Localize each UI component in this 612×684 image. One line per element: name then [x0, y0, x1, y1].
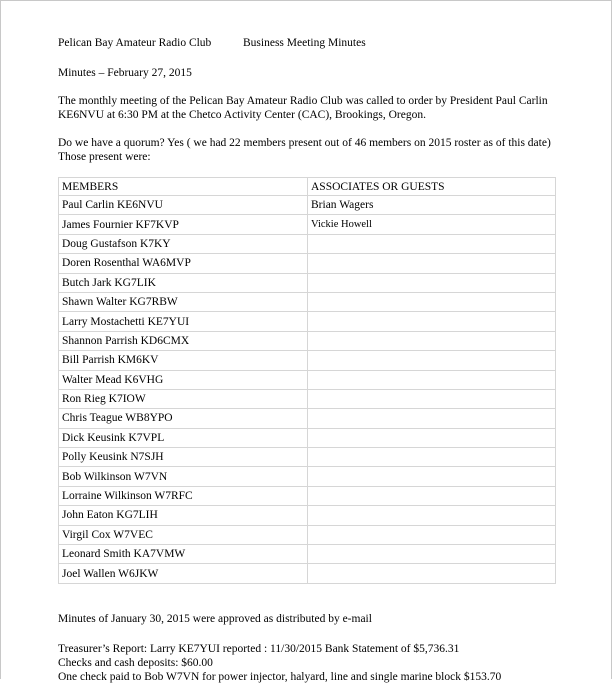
club-name: Pelican Bay Amateur Radio Club [58, 37, 212, 49]
guest-cell-empty [308, 467, 556, 486]
table-row [59, 389, 556, 408]
table-row [59, 215, 556, 234]
member-cell: James Fournier KF7KVP [59, 215, 308, 234]
intro-paragraph: The monthly meeting of the Pelican Bay Amateur Radio Club was called to order by President Paul Carlin KE6NVU at 6:30 PM at the Chetco Activity Center (CAC), Brookings, Oregon. [58, 95, 548, 121]
member-cell: Bill Parrish KM6KV [59, 351, 308, 370]
member-cell: Lorraine Wilkinson W7RFC [59, 486, 308, 505]
treasurer-line-2: Checks and cash deposits: $60.00 [58, 657, 213, 669]
treasurer-line-3: One check paid to Bob W7VN for power injector, halyard, line and single marine block $153.70 [58, 671, 502, 683]
member-cell: Shannon Parrish KD6CMX [59, 331, 308, 350]
attendance-table [58, 177, 556, 584]
minutes-body [58, 36, 558, 164]
quorum-paragraph: Do we have a quorum? Yes ( we had 22 members present out of 46 members on 2015 roster as of this date) [58, 137, 551, 149]
member-cell: Leonard Smith KA7VMW [59, 545, 308, 564]
table-row [59, 234, 556, 253]
guest-cell-empty [308, 428, 556, 447]
table-row [59, 428, 556, 447]
guest-cell-empty [308, 545, 556, 564]
table-row [59, 370, 556, 389]
treasurer-line-1: Treasurer’s Report: Larry KE7YUI reported : 11/30/2015 Bank Statement of $5,736.31 [58, 643, 460, 655]
member-cell: Paul Carlin KE6NVU [59, 196, 308, 215]
present-intro: Those present were: [58, 151, 151, 163]
member-cell: Walter Mead K6VHG [59, 370, 308, 389]
guest-cell-empty [308, 506, 556, 525]
member-cell: Polly Keusink N7SJH [59, 448, 308, 467]
member-cell: Butch Jark KG7LIK [59, 273, 308, 292]
member-cell: Doug Gustafson K7KY [59, 234, 308, 253]
member-cell: Virgil Cox W7VEC [59, 525, 308, 544]
member-cell: Chris Teague WB8YPO [59, 409, 308, 428]
table-header-row [59, 178, 556, 196]
table-row [59, 409, 556, 428]
guest-cell-empty [308, 389, 556, 408]
member-cell: Shawn Walter KG7RBW [59, 292, 308, 311]
table-row [59, 564, 556, 583]
guest-cell-empty [308, 234, 556, 253]
guest-cell-empty [308, 254, 556, 273]
guest-cell-empty [308, 486, 556, 505]
guest-cell: Brian Wagers [308, 196, 556, 215]
table-row [59, 351, 556, 370]
guest-cell-empty [308, 312, 556, 331]
guest-cell: Vickie Howell [308, 215, 556, 234]
guest-cell-empty [308, 292, 556, 311]
meeting-date: Minutes – February 27, 2015 [58, 67, 192, 79]
table-row [59, 545, 556, 564]
table-row [59, 448, 556, 467]
minutes-continued [58, 612, 558, 684]
guest-cell-empty [308, 331, 556, 350]
table-row [59, 525, 556, 544]
table-row [59, 196, 556, 215]
table-row [59, 331, 556, 350]
table-row [59, 292, 556, 311]
member-cell: John Eaton KG7LIH [59, 506, 308, 525]
member-cell: Ron Rieg K7IOW [59, 389, 308, 408]
guest-cell-empty [308, 351, 556, 370]
members-header: MEMBERS [59, 178, 308, 196]
member-cell: Joel Wallen W6JKW [59, 564, 308, 583]
guest-cell-empty [308, 448, 556, 467]
table-row [59, 486, 556, 505]
document-header [58, 36, 558, 52]
table-row [59, 506, 556, 525]
document-title: Business Meeting Minutes [243, 37, 366, 49]
member-cell: Doren Rosenthal WA6MVP [59, 254, 308, 273]
guest-cell-empty [308, 409, 556, 428]
table-row [59, 467, 556, 486]
approval-paragraph: Minutes of January 30, 2015 were approved as distributed by e-mail [58, 613, 372, 625]
member-cell: Larry Mostachetti KE7YUI [59, 312, 308, 331]
member-cell: Dick Keusink K7VPL [59, 428, 308, 447]
table-row [59, 254, 556, 273]
guest-cell-empty [308, 564, 556, 583]
table-row [59, 273, 556, 292]
member-cell: Bob Wilkinson W7VN [59, 467, 308, 486]
table-row [59, 312, 556, 331]
guest-cell-empty [308, 525, 556, 544]
guest-cell-empty [308, 370, 556, 389]
guest-cell-empty [308, 273, 556, 292]
guests-header: ASSOCIATES OR GUESTS [308, 178, 556, 196]
